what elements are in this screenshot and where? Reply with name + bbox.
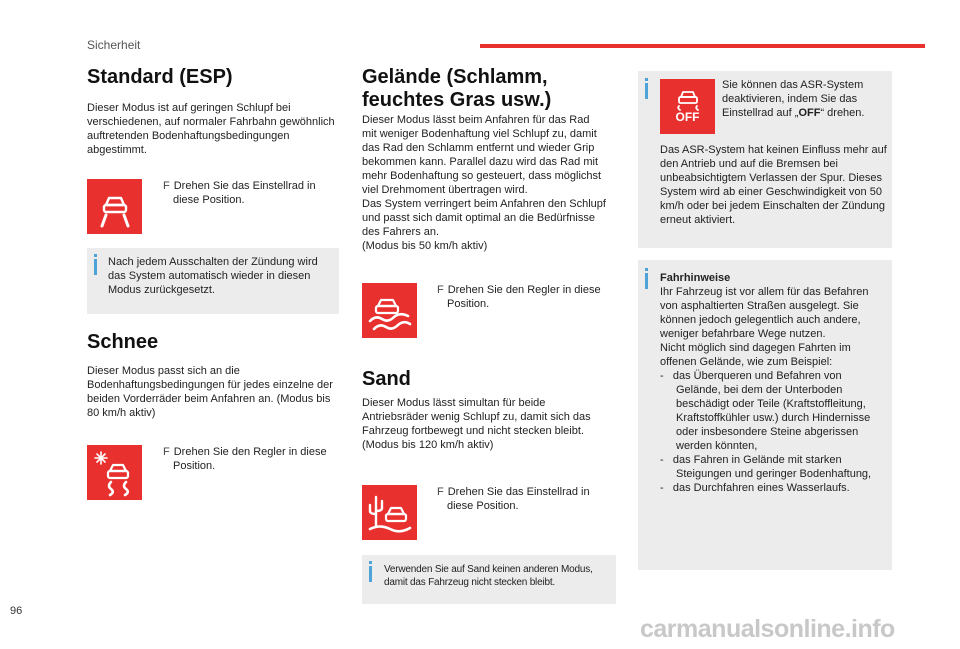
- section-label: Sicherheit: [87, 38, 141, 52]
- list-item: - das Überqueren und Befahren von Gelände, bei dem der Unterboden beschädigt oder Teile (Kraftstoffleitung, Kraftstoffkühler usw.) durch Hindernisse oder insbesondere Steine abgerissen werden könnten,: [660, 370, 871, 452]
- mud-mode-icon: [362, 283, 417, 338]
- info-icon: [645, 83, 648, 99]
- gelaende-body-2: Das System verringert beim Anfahren den Schlupf und passt sich damit optimal an die Bedürfnisse des Fahrers an.: [362, 198, 606, 238]
- page-number: 96: [10, 605, 23, 617]
- sand-note-box: [362, 555, 616, 604]
- heading-sand: Sand: [362, 368, 411, 390]
- driving-tips-content: [660, 271, 888, 495]
- standard-body: Dieser Modus ist auf geringen Schlupf bei verschiedenen, auf normaler Fahrbahn gewöhnlich auftretenden Bodenhaftungsbedingungen abgestimmt.: [87, 102, 335, 156]
- asr-intro: Sie können das ASR-System deaktivieren, indem Sie das Einstellrad auf „OFF“ drehen.: [722, 79, 865, 119]
- list-item: - das Fahren in Gelände mit starken Steigungen und geringer Bodenhaftung,: [660, 454, 872, 480]
- schnee-instruction: F Drehen Sie den Regler in diese Position.: [163, 446, 327, 472]
- gelaende-body-1: Dieser Modus lässt beim Anfahren für das Rad mit weniger Bodenhaftung viel Schlupf zu, damit das Rad den Schlamm entfernt und wieder Grip bekommen kann. Parallel dazu wird das Rad mit mehr Bodenhaftung so gesteuert, dass möglichst viel Drehmoment übertragen wird.: [362, 114, 602, 196]
- heading-gelaende: Gelände (Schlamm, feuchtes Gras usw.): [362, 66, 552, 111]
- gelaende-body-3: (Modus bis 50 km/h aktiv): [362, 240, 488, 252]
- asr-info-box: [638, 71, 892, 248]
- standard-note-box: [87, 248, 339, 314]
- asr-off-label: OFF: [675, 110, 700, 124]
- info-icon: [645, 273, 648, 289]
- driving-tips-title: Fahrhinweise: [660, 272, 731, 284]
- bullet-glyph: F: [437, 486, 444, 498]
- snow-mode-icon: [87, 445, 142, 500]
- asr-off-icon: [660, 79, 715, 134]
- gelaende-instruction: F Drehen Sie den Regler in diese Position.: [437, 284, 601, 310]
- info-icon: [369, 566, 372, 582]
- driving-tips-body-1: Ihr Fahrzeug ist vor allem für das Befahren von asphaltierten Straßen ausgelegt. Sie können jedoch gelegentlich auch andere, weniger befahrbare Wege nutzen.: [660, 286, 869, 340]
- bullet-glyph: F: [437, 284, 444, 296]
- esp-standard-icon: [87, 179, 142, 234]
- heading-standard: Standard (ESP): [87, 66, 233, 88]
- bullet-glyph: F: [163, 446, 170, 458]
- sand-body: Dieser Modus lässt simultan für beide Antriebsräder wenig Schlupf zu, damit sich das Fahrzeug fortbewegt und nicht stecken bleibt. (Modus bis 120 km/h aktiv): [362, 397, 591, 451]
- watermark: carmanualsonline.info: [640, 615, 895, 643]
- standard-note: Nach jedem Ausschalten der Zündung wird das System automatisch wieder in diesen Modus zurückgesetzt.: [108, 256, 318, 296]
- sand-instruction: F Drehen Sie das Einstellrad in diese Position.: [437, 486, 590, 512]
- list-item: - das Durchfahren eines Wasserlaufs.: [660, 482, 850, 494]
- standard-instruction: F Drehen Sie das Einstellrad in diese Position.: [163, 180, 316, 206]
- asr-body: Das ASR-System hat keinen Einfluss mehr auf den Antrieb und auf die Bremsen bei unbeabsichtigtem Verlassen der Spur. Dieses System wird ab einer Geschwindigkeit von 50 km/h oder bei jedem Einschalten der Zündung erneut aktiviert.: [660, 144, 887, 226]
- heading-schnee: Schnee: [87, 331, 159, 353]
- bullet-glyph: F: [163, 180, 170, 192]
- driving-tips-list: [660, 369, 888, 495]
- schnee-body: Dieser Modus passt sich an die Bodenhaftungsbedingungen für jedes einzelne der beiden Vorderräder beim Anfahren an. (Modus bis 80 km/h aktiv): [87, 365, 333, 419]
- info-icon: [94, 259, 97, 275]
- sand-note: Verwenden Sie auf Sand keinen anderen Modus, damit das Fahrzeug nicht stecken bleibt.: [384, 564, 593, 588]
- gelaende-body: [362, 113, 607, 253]
- header-accent-bar: [480, 44, 925, 48]
- driving-tips-box: [638, 260, 892, 570]
- driving-tips-body-2: Nicht möglich sind dagegen Fahrten im offenen Gelände, wie zum Beispiel:: [660, 342, 851, 368]
- sand-mode-icon: [362, 485, 417, 540]
